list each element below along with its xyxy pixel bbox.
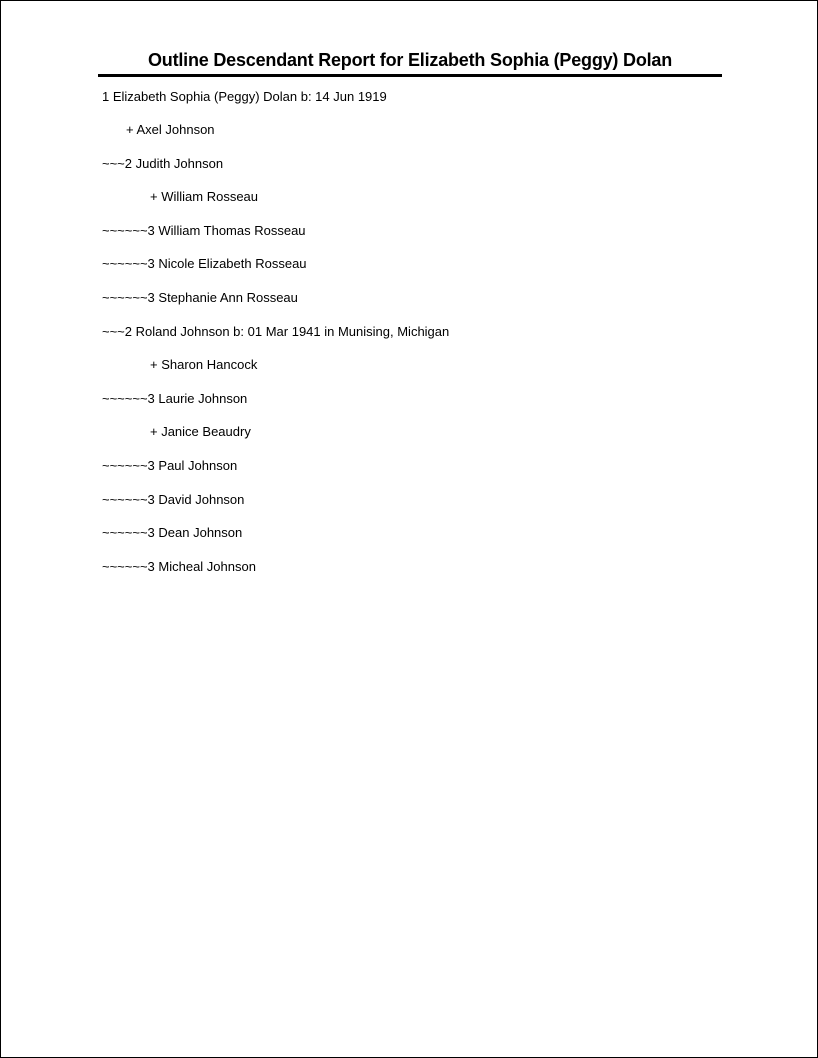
spouse-entry: + William Rosseau [150,189,259,204]
spouse-entry: + Axel Johnson [126,122,215,137]
descendant-entry-generation-1: 1 Elizabeth Sophia (Peggy) Dolan b: 14 Jun 1919 [102,89,387,104]
descendant-entry-generation-2: ~~~2 Judith Johnson [102,156,224,171]
spouse-entry: + Janice Beaudry [150,424,251,439]
descendant-entry-generation-3: ~~~~~~3 Dean Johnson [102,525,243,540]
spouse-entry: + Sharon Hancock [150,357,258,372]
report-title: Outline Descendant Report for Elizabeth Sophia (Peggy) Dolan [147,50,673,70]
descendant-entry-generation-2: ~~~2 Roland Johnson b: 01 Mar 1941 in Munising, Michigan [102,324,450,339]
descendant-entry-generation-3: ~~~~~~3 William Thomas Rosseau [102,223,306,238]
descendant-entry-generation-3: ~~~~~~3 Laurie Johnson [102,391,248,406]
descendant-entry-generation-3: ~~~~~~3 Micheal Johnson [102,559,256,574]
descendant-entry-generation-3: ~~~~~~3 Stephanie Ann Rosseau [102,290,298,305]
descendant-entry-generation-3: ~~~~~~3 Paul Johnson [102,458,238,473]
descendant-entry-generation-3: ~~~~~~3 Nicole Elizabeth Rosseau [102,256,307,271]
descendant-entry-generation-3: ~~~~~~3 David Johnson [102,492,245,507]
title-underline [98,74,722,77]
